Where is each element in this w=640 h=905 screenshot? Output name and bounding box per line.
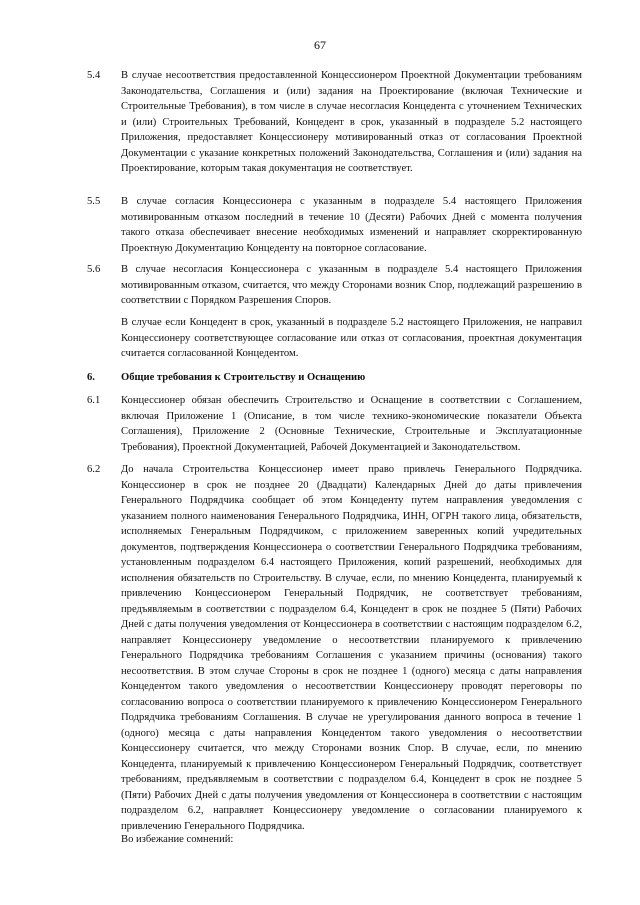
section-number: 6. — [87, 372, 95, 383]
clause-text: До начала Строительства Концессионер имеет право привлечь Генерального Подрядчика. Концессионер в срок не позднее 20 (Двадцати) Календарных Дней до даты привлечения Генерального Подрядчика сообщает об этом Концеденту путем направления уведомления с указанием полного наименования Генерального Подрядчика, ИНН, ОГРН такого лица, обязательств, исполняемых Генеральным Подрядчиком, с приложением заверенных копий учредительных документов, подтверждения Концессионера о соответствии Генерального Подрядчика требованиям, установленным подразделом 6.4 настоящего Приложения, копий разрешений, необходимых для исполнения обязательств по Строительству. В случае, если, по мнению Концедента, планируемый к привлечению Концессионером Генеральный Подрядчик, не соответствует требованиям, предъявляемым в соответствии с подразделом 6.4, Концедент в срок не позднее 5 (Пяти) Рабочих Дней с даты получения уведомления от Концессионера в соответствии с настоящим подразделом 6.2, направляет Концессионеру уведомление о несоответствии планируемого к привлечению Генерального Подрядчика требованиям Соглашения с указанием причины (основания) такого несоответствия. В этом случае Стороны в срок не позднее 1 (одного) месяца с даты направления Концедентом такого уведомления о несоответствии Концессионеру проводят переговоры по согласованию вопроса о соответствии планируемого к привлечению Концессионером Генерального Подрядчика требованиям Соглашения. В случае не урегулирования данного вопроса в течение 1 (одного) месяца с даты направления Концедентом такого уведомления о несоответствии Концессионеру считается, что между Сторонами возник Спор. В случае, если, по мнению Концедента, планируемый к привлечению Концессионером Генеральный Подрядчик, соответствует требованиям, предъявляемым в соответствии с подразделом 6.4, Концедент в срок не позднее 5 (Пяти) Рабочих Дней с даты получения уведомления от Концессионера в соответствии с настоящим подразделом 6.2, направляет Концессионеру уведомление о согласовании планируемого к привлечению Генерального Подрядчика. — [121, 464, 582, 832]
clause-text: В случае несоответствия предоставленной Концессионером Проектной Документации требованиям Законодательства, Соглашения и (или) задания на Проектирование (включая Технические и Строительные Требования), в том числе в случае несогласия Концедента с уточнением Технических и (или) Строительных Требований, Концедент в срок, указанный в подразделе 5.2 настоящего Приложения, предоставляет Концессионеру мотивированный отказ от согласования Проектной Документации с указание конкретных положений Законодательства, Соглашения и (или) задания на Проектирование, которым такая документация не соответствует. — [121, 70, 582, 174]
clause-text: В случае согласия Концессионера с указанным в подразделе 5.4 настоящего Приложения мотивированным отказом последний в течение 10 (Десяти) Рабочих Дней с момента получения такого отказа обеспечивает внесение необходимых изменений и направляет скорректированную Проектную Документацию Концеденту на повторное согласование. — [121, 196, 582, 254]
clause-number: 6.1 — [87, 395, 101, 406]
page-number: 67 — [314, 38, 326, 52]
clause-5-6-paragraph: В случае если Концедент в срок, указанный в подразделе 5.2 настоящего Приложения, не направил Концессионеру соответствующее согласование или отказ от согласования, проектная документация считается согласованной Концедентом. — [121, 317, 582, 359]
closing-line: Во избежание сомнений: — [121, 834, 234, 845]
clause-5-6 — [87, 262, 582, 309]
clause-number: 5.4 — [87, 70, 101, 81]
clause-number: 6.2 — [87, 464, 101, 475]
clause-number: 5.5 — [87, 196, 101, 207]
section-6-heading — [87, 370, 582, 386]
clause-5-5 — [87, 194, 582, 256]
section-title: Общие требования к Строительству и Оснащению — [121, 372, 366, 383]
clause-text: Концессионер обязан обеспечить Строительство и Оснащение в соответствии с Соглашением, включая Приложение 1 (Описание, в том числе технико-экономические показатели Объекта Соглашения), Приложение 2 (Основные Технические, Строительные и Эксплуатационные Требования), Проектной Документацией, Рабочей Документацией и Законодательством. — [121, 395, 582, 453]
clause-6-1 — [87, 393, 582, 455]
clause-text: В случае несогласия Концессионера с указанным в подразделе 5.4 настоящего Приложения мотивированным отказом, считается, что между Сторонами возник Спор, подлежащий разрешению в соответствии с Порядком Разрешения Споров. — [121, 264, 582, 306]
clause-5-4 — [87, 68, 582, 177]
clause-6-2 — [87, 462, 582, 834]
clause-number: 5.6 — [87, 264, 101, 275]
